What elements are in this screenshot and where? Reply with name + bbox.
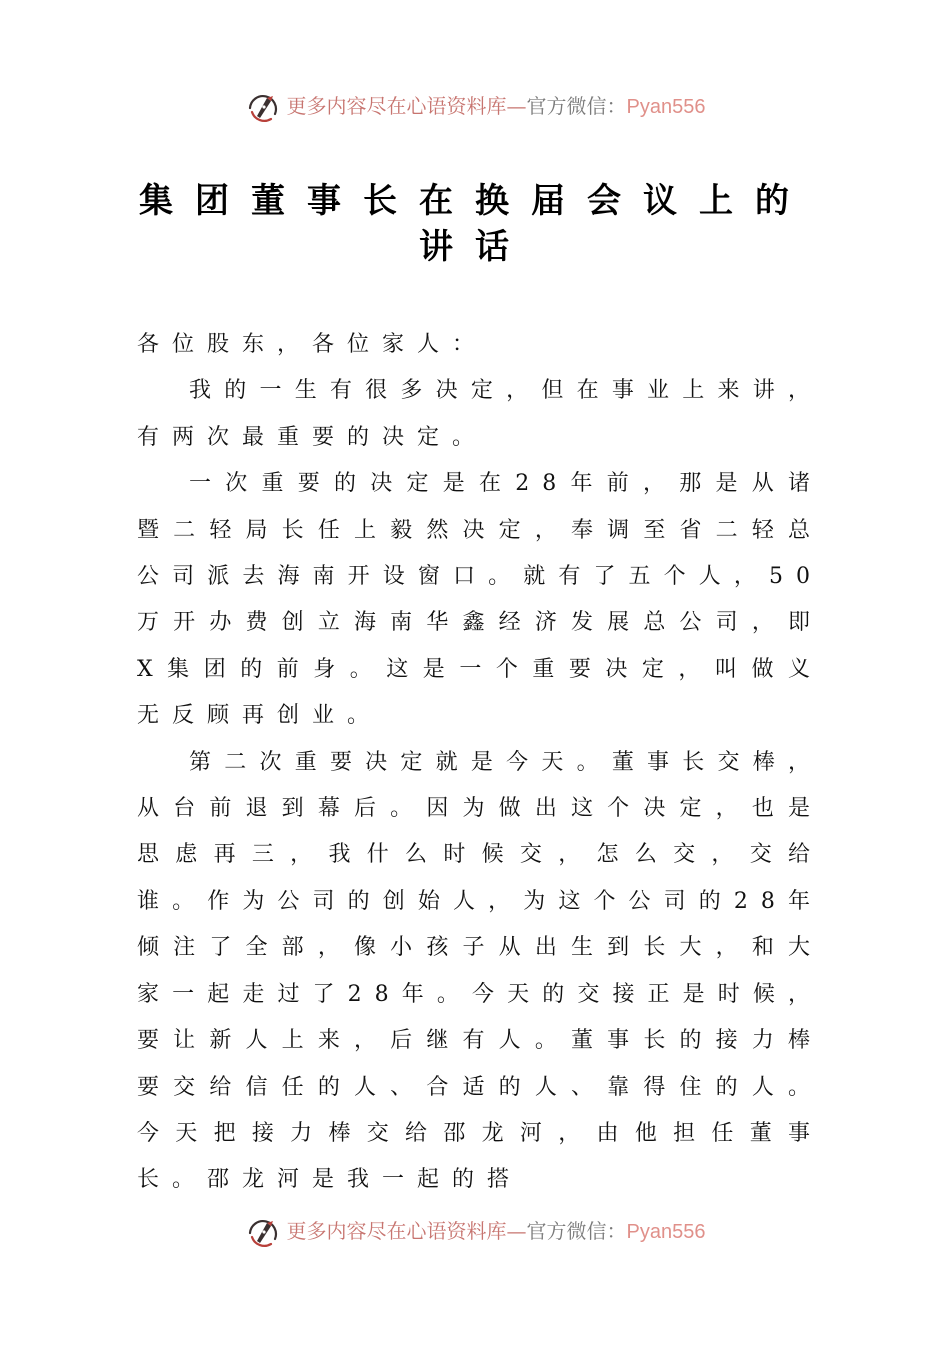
footer-banner (0, 1211, 950, 1251)
banner-main-text: 更多内容尽在心语资料库 (286, 1218, 507, 1243)
banner-official-label: 官方微信： (526, 93, 627, 118)
salutation: 各位股东，各位家人： (137, 332, 488, 357)
banner-text (287, 1213, 706, 1250)
banner-wechat-handle: Pyan556 (626, 1220, 706, 1243)
banner-main-text: 更多内容尽在心语资料库 (286, 93, 507, 118)
header-banner (0, 86, 950, 126)
paragraph-3: 第二次重要决定就是今天。董事长交棒，从台前退到幕后。因为做出这个决定，也是思虑再三，我什么时候交，怎么交，交给谁。作为公司的创始人，为这个公司的28年倾注了全部，像小孩子从出生到长大，和大家一起走过了28年。今天的交接正是时候，要让新人上来，后继有人。董事长的接力棒要交给信任的人、合适的人、靠得住的人。今天把接力棒交给邵龙河，由他担任董事长。邵龙河是我一起的搭 (137, 749, 823, 1193)
document-body (137, 322, 823, 1204)
banner-separator: — (506, 93, 527, 118)
paragraph-2: 一次重要的决定是在28年前，那是从诸暨二轻局长任上毅然决定，奉调至省二轻总公司派去海南开设窗口。就有了五个人，50万开办费创立海南华鑫经济发展总公司，即X集团的前身。这是一个重要决定，叫做义无反顾再创业。 (137, 471, 823, 729)
paragraph-1: 我的一生有很多决定，但在事业上来讲，有两次最重要的决定。 (137, 378, 823, 450)
document-title: 集团董事长在换届会议上的讲话 (139, 181, 811, 267)
banner-separator: — (506, 1218, 527, 1243)
pen-nib-circle-icon (245, 1213, 281, 1249)
banner-official-label: 官方微信： (526, 1218, 627, 1243)
pen-nib-circle-icon (245, 88, 281, 124)
banner-wechat-handle: Pyan556 (626, 95, 706, 118)
banner-text (287, 88, 706, 125)
